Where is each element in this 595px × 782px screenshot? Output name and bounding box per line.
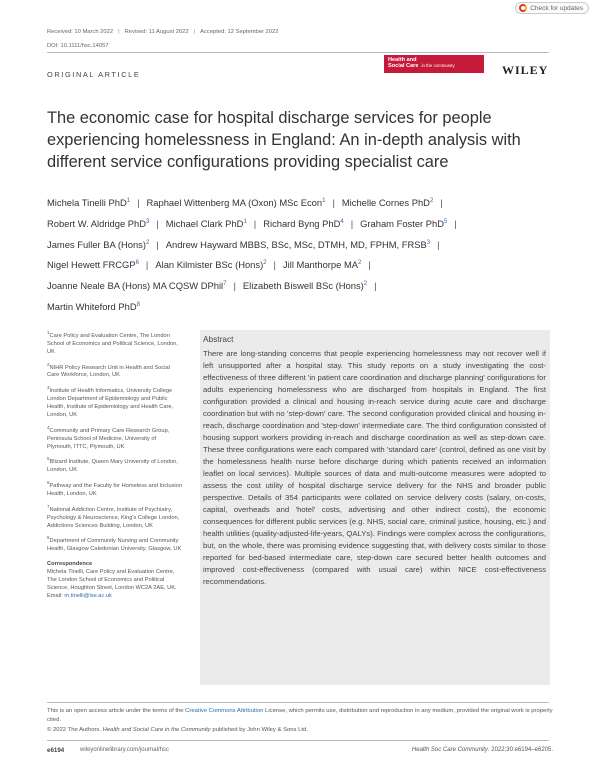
- author-name[interactable]: James Fuller BA (Hons): [47, 238, 146, 250]
- author-name[interactable]: Nigel Hewett FRCGP: [47, 259, 136, 271]
- author-line: [47, 275, 562, 296]
- revised-date: Revised: 11 August 2022: [124, 29, 189, 35]
- author-name[interactable]: Michelle Cornes PhD: [341, 197, 430, 208]
- journal-logo-line1: Health and: [388, 57, 417, 63]
- author-affiliation-marker[interactable]: 3: [146, 218, 150, 225]
- affiliation-number: 5: [47, 456, 50, 462]
- author-line: [47, 254, 562, 275]
- journal-url[interactable]: wileyonlinelibrary.com/journal/hsc: [80, 747, 169, 753]
- author-affiliation-marker[interactable]: 5: [444, 218, 448, 225]
- correspondence-heading: Correspondence: [47, 561, 93, 568]
- email-label: Email:: [47, 592, 63, 599]
- author-name[interactable]: Alan Kilmister BSc (Hons): [155, 259, 264, 271]
- article-dates: Received: 10 March 2022 | Revised: 11 August 2022 | Accepted: 12 September 2022: [47, 29, 279, 35]
- author-name[interactable]: Robert W. Aldridge PhD: [47, 217, 147, 229]
- check-updates-label: Check for updates: [530, 4, 583, 12]
- copyright-post: published by John Wiley & Sons Ltd.: [210, 726, 308, 733]
- copyright-journal: Health and Social Care in the Community: [102, 726, 211, 733]
- author-separator: |: [273, 259, 276, 271]
- affiliation-text: Community and Primary Care Research Group, Peninsula School of Medicine, University of Plymouth, ITTC, Plymouth, UK: [47, 427, 170, 450]
- affiliation-text: Care Policy and Evaluation Centre, The London School of Economics and Political Science, London, UK: [47, 332, 178, 355]
- affiliation-item: [47, 455, 182, 475]
- affiliation-number: 1: [47, 330, 50, 335]
- author-separator: |: [145, 259, 149, 271]
- author-name[interactable]: Andrew Hayward MBBS, BSc, MSc, DTMH, MD, FPHM, FRSB: [165, 238, 427, 250]
- check-updates-icon: [519, 4, 527, 12]
- abstract-body: There are long-standing concerns that people experiencing homelessness may not recover well if left unsupported after a hospital stay. This study reports on a study investigating the cost-effectiveness of three different 'in patient care coordination and discharge planning' configurations for adults experiencing homelessness who are discharged from hospitals in England. The first configuration provided a clinical and housing in-reach service during acute care and discharge coordination but with no 'step-down' care. The second configuration provided clinical and housing in-reach, discharge coordination and 'step-down' intermediate care. The third configuration consisted of housing support workers providing in-reach and discharge coordination as well as step-down care. These three configurations were each compared with 'standard care' (control, defined as one visit by the homelessness health nurse before discharge during which patients received an information leaflet on local services). Multiple sources of data and multi-outcome measures were adopted to assess the cost utility of hospital discharge service delivery for the NHS and broader public perspective. Details of 354 participants were collated on service delivery costs (salary, on-costs, capital, overheads and 'hotel' costs, advertising and other indirect costs), the economic consequences for different public services (e.g. NHS, social care, criminal justice, housing, etc.) and health utilities (quality-adjusted-life-years, QALYs). Findings were complex across the configurations, but, on the whole, there was promising evidence suggesting that, with delivery costs similar to those reported for bed-based intermediate care, step-down care secured better health outcomes and improved cost-effectiveness (compared with usual care) within NICE cost-effectiveness recommendations.: [203, 349, 546, 586]
- citation-journal: Health Soc Care Community: [411, 747, 488, 753]
- author-name[interactable]: Jill Manthorpe MA: [282, 259, 359, 271]
- author-name[interactable]: Graham Foster PhD: [360, 217, 445, 229]
- article-title: The economic case for hospital discharge services for people experiencing homelessness in England: An in-depth analysis with different service configurations providing specialist care: [47, 109, 521, 171]
- abstract-box: [200, 330, 550, 685]
- footer-divider: [47, 740, 549, 741]
- license-line: [47, 707, 557, 726]
- license-notice: [47, 707, 557, 735]
- author-separator: |: [156, 238, 159, 250]
- author-affiliation-marker[interactable]: 6: [135, 260, 139, 267]
- author-separator: |: [368, 259, 371, 271]
- author-affiliation-marker[interactable]: 3: [426, 239, 431, 246]
- affiliation-item: [47, 361, 182, 381]
- author-affiliation-marker[interactable]: 8: [136, 301, 140, 308]
- author-line: [47, 192, 562, 213]
- affiliation-item: [47, 479, 182, 499]
- affiliation-text: Pathway and the Faculty for Homeless and Inclusion Health, London, UK: [47, 483, 182, 497]
- author-name[interactable]: Joanne Neale BA (Hons) MA CQSW DPhil: [47, 280, 224, 292]
- affiliation-item: [47, 503, 182, 531]
- journal-logo-line2: Social Care: [388, 63, 419, 70]
- copyright-pre: © 2022 The Authors.: [47, 726, 103, 733]
- author-affiliation-marker[interactable]: 4: [340, 218, 344, 225]
- affiliation-number: 7: [47, 503, 50, 509]
- correspondence-text: Michela Tinelli, Care Policy and Evaluation Centre, The London School of Economics and Political Science, Houghton Street, London WC2A 2AE, UK.: [47, 569, 177, 591]
- citation: [412, 747, 553, 753]
- author-affiliation-marker[interactable]: 2: [429, 198, 434, 204]
- header-divider: [47, 52, 549, 53]
- correspondence-email-line: [47, 593, 182, 601]
- journal-logo-sub: in the community: [421, 63, 455, 69]
- author-name[interactable]: Raphael Wittenberg MA (Oxon) MSc Econ: [146, 197, 323, 208]
- author-affiliation-marker[interactable]: 2: [358, 260, 362, 267]
- author-affiliation-marker[interactable]: 2: [363, 281, 368, 288]
- author-name[interactable]: Richard Byng PhD: [263, 217, 341, 229]
- publisher-logo: WILEY: [502, 63, 549, 77]
- license-divider: [47, 702, 549, 703]
- author-separator: |: [253, 217, 257, 229]
- affiliation-text: National Addiction Centre, Institute of Psychiatry, Psychology & Neuroscience, King's College London, Addictions Sciences Building, London, UK: [47, 506, 180, 529]
- copyright-line: [47, 726, 557, 735]
- affiliation-number: 3: [47, 385, 50, 391]
- cc-license-link[interactable]: Creative Commons Attribution: [185, 708, 264, 714]
- affiliation-item: [47, 424, 182, 452]
- journal-logo: [384, 55, 484, 73]
- author-separator: |: [437, 238, 440, 250]
- author-separator: |: [350, 217, 354, 229]
- author-line: [47, 234, 562, 255]
- affiliation-number: 8: [47, 535, 50, 541]
- author-name[interactable]: Martin Whiteford PhD: [47, 300, 137, 312]
- author-name[interactable]: Michela Tinelli PhD: [47, 197, 127, 208]
- author-affiliation-marker[interactable]: 1: [322, 198, 326, 204]
- author-name[interactable]: Elizabeth Biswell BSc (Hons): [242, 280, 364, 292]
- affiliation-text: Blizard Institute, Queen Mary University of London, London, UK: [47, 459, 178, 474]
- author-affiliation-marker[interactable]: 2: [263, 260, 267, 267]
- affiliation-text: Institute of Health Informatics, University College London Department of Epidemiology and Public Health, Institute of Epidemiology and Health Care, London, UK: [47, 388, 174, 418]
- affiliation-number: 2: [47, 361, 50, 367]
- citation-rest: . 2022;30:e6194–e6205.: [487, 747, 553, 753]
- author-name[interactable]: Michael Clark PhD: [165, 217, 244, 229]
- license-post: License, which permits use, distribution and reproduction in any medium, provided the original work is properly cited.: [47, 708, 553, 724]
- page-number: e6194: [47, 747, 65, 754]
- accepted-date: Accepted: 12 September 2022: [200, 29, 279, 35]
- affiliation-text: Department of Community Nursing and Community Health, Glasgow Caledonian University, Glasgow, UK: [47, 538, 182, 553]
- author-affiliation-marker[interactable]: 1: [243, 218, 247, 225]
- author-line: [47, 213, 562, 234]
- affiliation-item: [47, 329, 182, 357]
- affiliation-item: [47, 384, 182, 420]
- affiliations: [47, 329, 182, 601]
- author-affiliation-marker[interactable]: 1: [126, 198, 131, 204]
- article-type: ORIGINAL ARTICLE: [47, 70, 141, 79]
- author-separator: |: [332, 197, 335, 208]
- affiliation-list: [47, 329, 182, 554]
- affiliation-item: [47, 534, 182, 554]
- author-separator: |: [440, 197, 443, 208]
- author-line: [47, 296, 562, 317]
- author-separator: |: [137, 197, 140, 208]
- author-affiliation-marker[interactable]: 2: [146, 239, 150, 246]
- author-list: [47, 192, 562, 317]
- author-separator: |: [374, 280, 377, 292]
- affiliation-number: 6: [47, 480, 50, 486]
- abstract-heading: Abstract: [203, 334, 234, 344]
- author-separator: |: [454, 217, 457, 229]
- license-pre: This is an open access article under the terms of the: [47, 708, 186, 714]
- check-for-updates-badge[interactable]: [515, 2, 589, 14]
- author-affiliation-marker[interactable]: 7: [223, 281, 227, 288]
- affiliation-number: 4: [47, 424, 50, 430]
- author-separator: |: [233, 280, 236, 292]
- affiliation-text: NIHR Policy Research Unit in Health and Social Care Workforce, London, UK: [47, 364, 170, 379]
- doi[interactable]: DOI: 10.1111/hsc.14057: [47, 43, 109, 49]
- received-date: Received: 10 March 2022: [47, 29, 114, 35]
- correspondence-email[interactable]: m.tinelli@lse.ac.uk: [64, 592, 112, 599]
- author-separator: |: [156, 217, 159, 229]
